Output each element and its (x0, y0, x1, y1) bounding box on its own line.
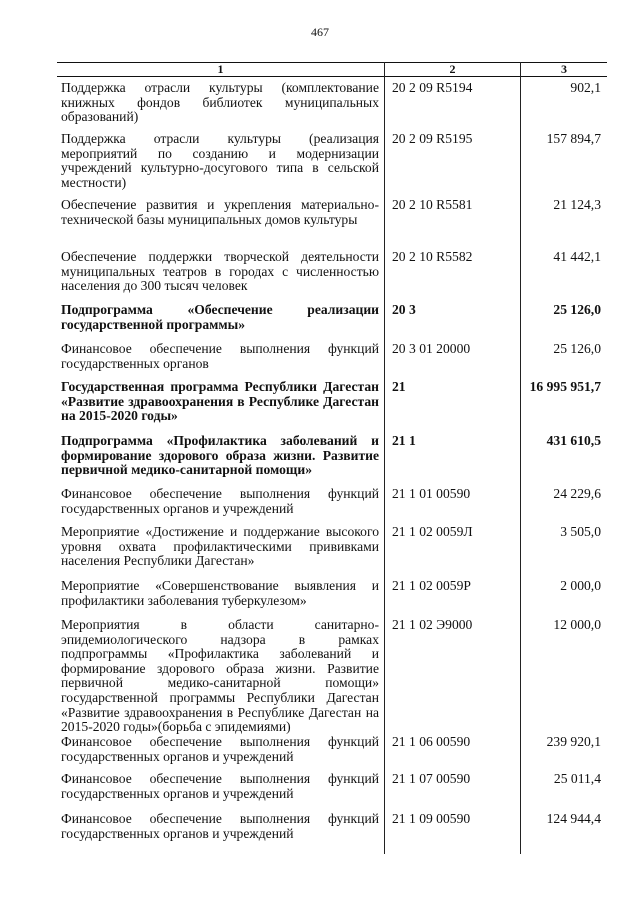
row-amount: 157 894,7 (546, 131, 601, 146)
row-code: 21 1 02 Э9000 (392, 617, 473, 632)
table-header (57, 62, 607, 77)
row-code: 20 2 10 R5582 (392, 249, 473, 264)
budget-table (57, 62, 607, 905)
row-code: 21 1 07 00590 (392, 771, 471, 786)
row-name: Финансовое обеспечение выполнения функций государственных органов и учреждений (61, 771, 379, 801)
row-code: 21 1 09 00590 (392, 811, 471, 826)
header-col-3: 3 (561, 62, 567, 76)
row-amount: 21 124,3 (553, 197, 601, 212)
row-code: 21 (392, 379, 406, 394)
row-name: Мероприятия в области санитарно-эпидемиологического надзора в рамках подпрограммы «Профилактика заболеваний и формирование здорового образа жизни. Развитие первичной медико-санитарной помощи» государственной программы Республики Дагестан «Развитие здравоохранения в Республике Дагестан на 2015-2020 годы»(борьба с эпидемиями) (61, 617, 379, 735)
column-divider-1 (384, 62, 385, 854)
row-code: 21 1 (392, 433, 416, 448)
row-code: 21 1 06 00590 (392, 734, 471, 749)
row-amount: 25 126,0 (553, 341, 601, 356)
row-name: Мероприятие «Совершенствование выявления и профилактики заболевания туберкулезом» (61, 578, 379, 608)
row-name: Подпрограмма «Профилактика заболеваний и формирование здорового образа жизни. Развитие первичной медико-санитарной помощи» (61, 433, 379, 478)
row-code: 20 2 09 R5194 (392, 80, 473, 95)
row-name: Обеспечение развития и укрепления материально-технической базы муниципальных домов культуры (61, 197, 379, 227)
row-amount: 25 011,4 (553, 771, 601, 786)
row-name: Мероприятие «Достижение и поддержание высокого уровня охвата профилактическими прививками населения Республики Дагестан» (61, 524, 379, 569)
row-amount: 2 000,0 (560, 578, 601, 593)
row-amount: 16 995 951,7 (529, 379, 601, 394)
row-amount: 902,1 (570, 80, 601, 95)
row-amount: 239 920,1 (546, 734, 601, 749)
row-name: Подпрограмма «Обеспечение реализации государственной программы» (61, 302, 379, 332)
row-amount: 3 505,0 (560, 524, 601, 539)
page-number: 467 (311, 25, 329, 39)
row-code: 20 2 09 R5195 (392, 131, 473, 146)
row-name: Поддержка отрасли культуры (реализация мероприятий по созданию и модернизации учреждений культурно-досугового типа в сельской местности) (61, 131, 379, 190)
row-code: 21 1 01 00590 (392, 486, 471, 501)
row-name: Финансовое обеспечение выполнения функций государственных органов (61, 341, 379, 371)
row-name: Финансовое обеспечение выполнения функций государственных органов и учреждений (61, 486, 379, 516)
header-col-1: 1 (217, 62, 224, 76)
row-code: 21 1 02 0059Л (392, 524, 473, 539)
row-name: Поддержка отрасли культуры (комплектование книжных фондов библиотек муниципальных образований) (61, 80, 379, 125)
row-name: Финансовое обеспечение выполнения функций государственных органов и учреждений (61, 734, 379, 764)
row-amount: 41 442,1 (553, 249, 601, 264)
row-amount: 124 944,4 (546, 811, 601, 826)
row-amount: 12 000,0 (553, 617, 601, 632)
row-code: 20 3 01 20000 (392, 341, 471, 356)
row-name: Обеспечение поддержки творческой деятельности муниципальных театров в городах с численностью населения до 300 тысяч человек (61, 249, 379, 294)
row-code: 20 2 10 R5581 (392, 197, 473, 212)
row-amount: 24 229,6 (553, 486, 601, 501)
row-amount: 25 126,0 (553, 302, 601, 317)
header-col-2: 2 (449, 62, 456, 76)
row-code: 20 3 (392, 302, 416, 317)
row-code: 21 1 02 0059Р (392, 578, 471, 593)
row-name: Финансовое обеспечение выполнения функций государственных органов и учреждений (61, 811, 379, 841)
row-name: Государственная программа Республики Дагестан «Развитие здравоохранения в Республике Дагестан на 2015-2020 годы» (61, 379, 379, 424)
row-amount: 431 610,5 (546, 433, 601, 448)
